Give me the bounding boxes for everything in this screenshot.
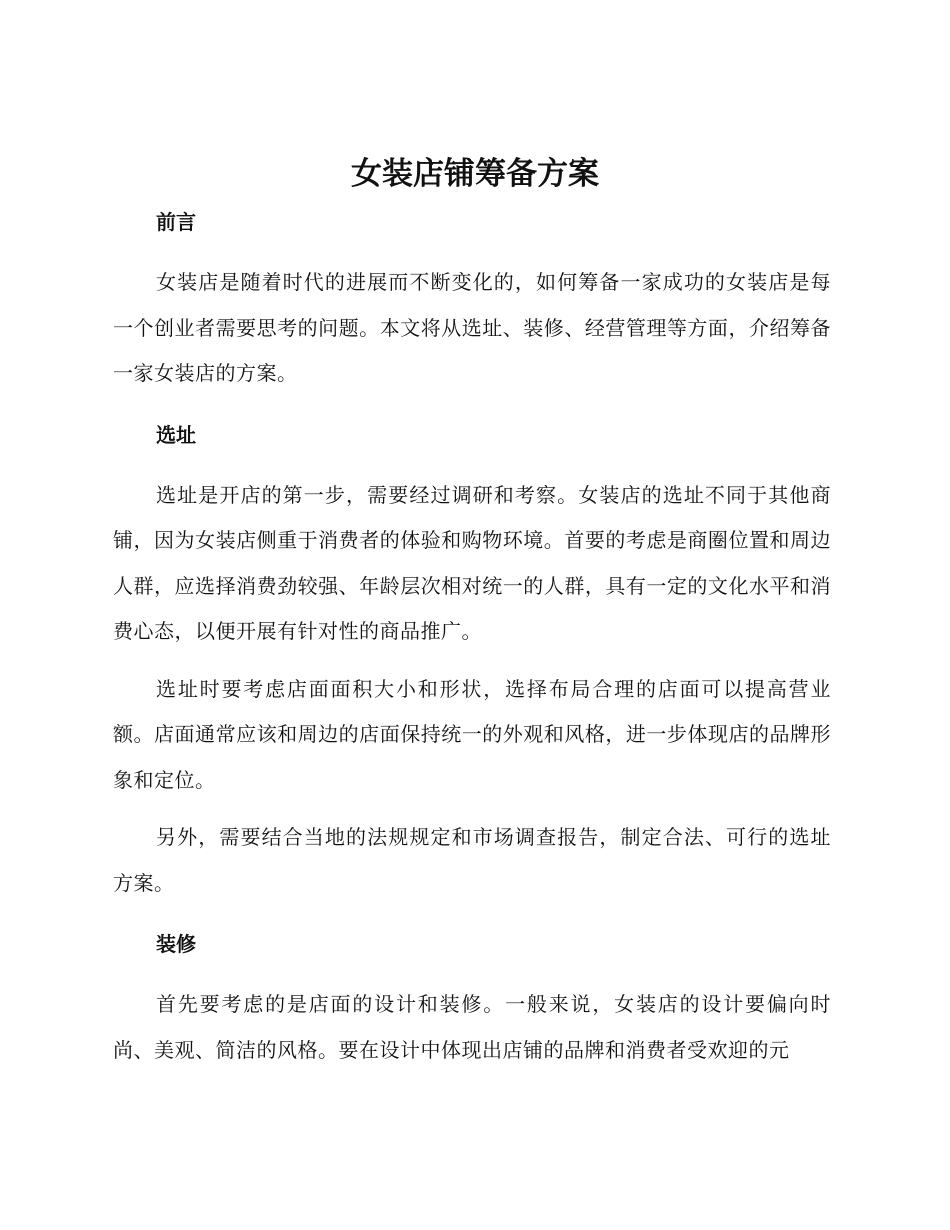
paragraph: 首先要考虑的是店面的设计和装修。一般来说，女装店的设计要偏向时尚、美观、简洁的风格。要在设计中体现出店铺的品牌和消费者受欢迎的元 bbox=[113, 992, 831, 1062]
paragraph: 女装店是随着时代的进展而不断变化的，如何筹备一家成功的女装店是每一个创业者需要思考的问题。本文将从选址、装修、经营管理等方面，介绍筹备一家女装店的方案。 bbox=[113, 270, 831, 385]
document-title: 女装店铺筹备方案 bbox=[351, 156, 599, 192]
paragraph: 另外，需要结合当地的法规规定和市场调查报告，制定合法、可行的选址方案。 bbox=[113, 825, 831, 895]
document-body bbox=[113, 203, 831, 1073]
section-heading-location: 选址 bbox=[156, 422, 196, 447]
section-heading-preface: 前言 bbox=[156, 210, 196, 234]
paragraph: 选址是开店的第一步，需要经过调研和考察。女装店的选址不同于其他商铺，因为女装店侧重于消费者的体验和购物环境。首要的考虑是商圈位置和周边人群，应选择消费劲较强、年龄层次相对统一的人群，具有一定的文化水平和消费心态，以便开展有针对性的商品推广。 bbox=[113, 482, 831, 643]
paragraph: 选址时要考虑店面面积大小和形状，选择布局合理的店面可以提高营业额。店面通常应该和周边的店面保持统一的外观和风格，进一步体现店的品牌形象和定位。 bbox=[113, 676, 831, 792]
section-heading-decoration: 装修 bbox=[156, 932, 196, 956]
